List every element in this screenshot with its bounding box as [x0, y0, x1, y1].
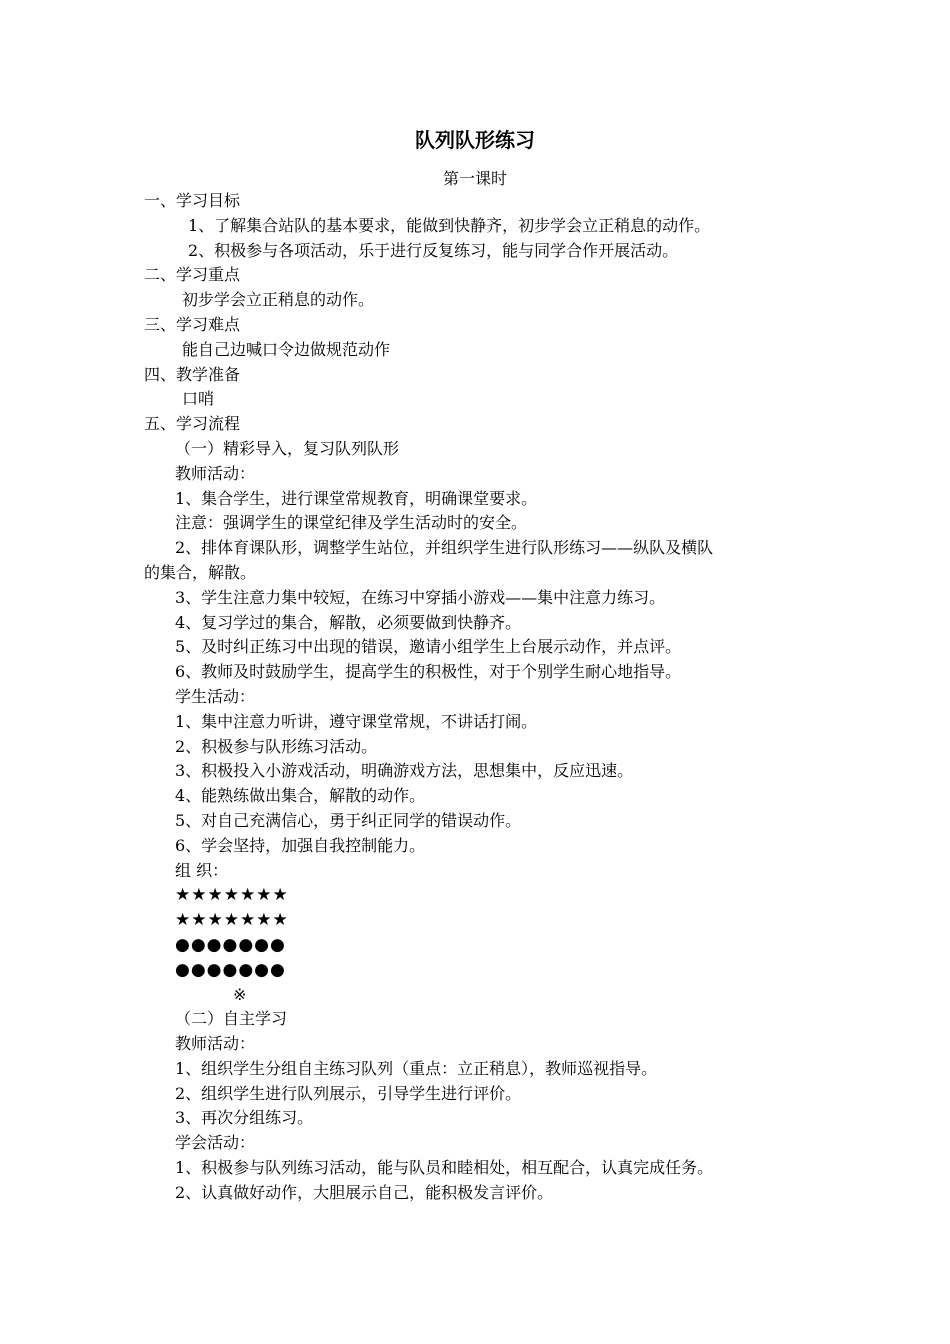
activity-item: 3、积极投入小游戏活动，明确游戏方法，思想集中，反应迅速。 — [175, 761, 634, 781]
page-title: 队列队形练习 — [415, 128, 535, 152]
section-heading: 五、学习流程 — [144, 414, 241, 434]
activity-item: 4、能熟练做出集合，解散的动作。 — [175, 786, 426, 806]
activity-item: 5、对自己充满信心，勇于纠正同学的错误动作。 — [175, 810, 522, 830]
section-text: 口哨 — [182, 389, 215, 409]
goal-item: 1、了解集合站队的基本要求，能做到快静齐，初步学会立正稍息的动作。 — [188, 215, 711, 235]
activity-label: 学生活动： — [175, 686, 256, 706]
activity-item: 2、排体育课队形，调整学生站位，并组织学生进行队形练习——纵队及横队 — [175, 538, 714, 558]
section-text: 能自己边喊口令边做规范动作 — [182, 339, 391, 359]
formation-row-dots: ●●●●●●● — [175, 934, 286, 955]
activity-item: 1、积极参与队列练习活动，能与队员和睦相处，相互配合，认真完成任务。 — [175, 1158, 714, 1178]
section-heading: 三、学习难点 — [144, 314, 241, 334]
activity-item: 5、及时纠正练习中出现的错误，邀请小组学生上台展示动作，并点评。 — [175, 637, 682, 657]
section-text: 初步学会立正稍息的动作。 — [182, 290, 375, 310]
activity-item: 1、集中注意力听讲，遵守课堂常规，不讲话打闹。 — [175, 711, 538, 731]
note-text: 注意：强调学生的课堂纪律及学生活动时的安全。 — [175, 513, 528, 533]
activity-label: 教师活动： — [175, 463, 256, 483]
activity-item-continued: 的集合，解散。 — [144, 562, 257, 582]
activity-item: 4、复习学过的集合，解散，必须要做到快静齐。 — [175, 612, 522, 632]
section-heading: 四、教学准备 — [144, 364, 241, 384]
goal-item: 2、积极参与各项活动，乐于进行反复练习，能与同学合作开展活动。 — [188, 240, 679, 260]
section-heading: 二、学习重点 — [144, 265, 241, 285]
activity-item: 1、组织学生分组自主练习队列（重点：立正稍息），教师巡视指导。 — [175, 1058, 658, 1078]
teacher-position-mark: ※ — [233, 984, 247, 1004]
subsection-heading: （二）自主学习 — [175, 1009, 288, 1029]
document-body — [144, 189, 824, 1206]
activity-label: 教师活动： — [175, 1034, 256, 1054]
activity-item: 3、再次分组练习。 — [175, 1108, 314, 1128]
organization-label: 组 织： — [175, 860, 229, 880]
page-subtitle: 第一课时 — [442, 169, 507, 188]
formation-row-stars: ★★★★★★★ — [175, 885, 289, 906]
activity-item: 3、学生注意力集中较短，在练习中穿插小游戏——集中注意力练习。 — [175, 587, 666, 607]
activity-label: 学会活动： — [175, 1133, 256, 1153]
activity-item: 2、组织学生进行队列展示，引导学生进行评价。 — [175, 1083, 522, 1103]
activity-item: 1、集合学生，进行课堂常规教育，明确课堂要求。 — [175, 488, 538, 508]
activity-item: 2、认真做好动作，大胆展示自己，能积极发言评价。 — [175, 1182, 554, 1202]
subsection-heading: （一）精彩导入，复习队列队形 — [175, 438, 400, 458]
formation-row-dots: ●●●●●●● — [175, 959, 286, 980]
formation-row-stars: ★★★★★★★ — [175, 910, 289, 931]
activity-item: 6、教师及时鼓励学生，提高学生的积极性，对于个别学生耐心地指导。 — [175, 662, 682, 682]
activity-item: 6、学会坚持，加强自我控制能力。 — [175, 835, 426, 855]
activity-item: 2、积极参与队形练习活动。 — [175, 736, 378, 756]
section-heading: 一、学习目标 — [144, 191, 241, 210]
